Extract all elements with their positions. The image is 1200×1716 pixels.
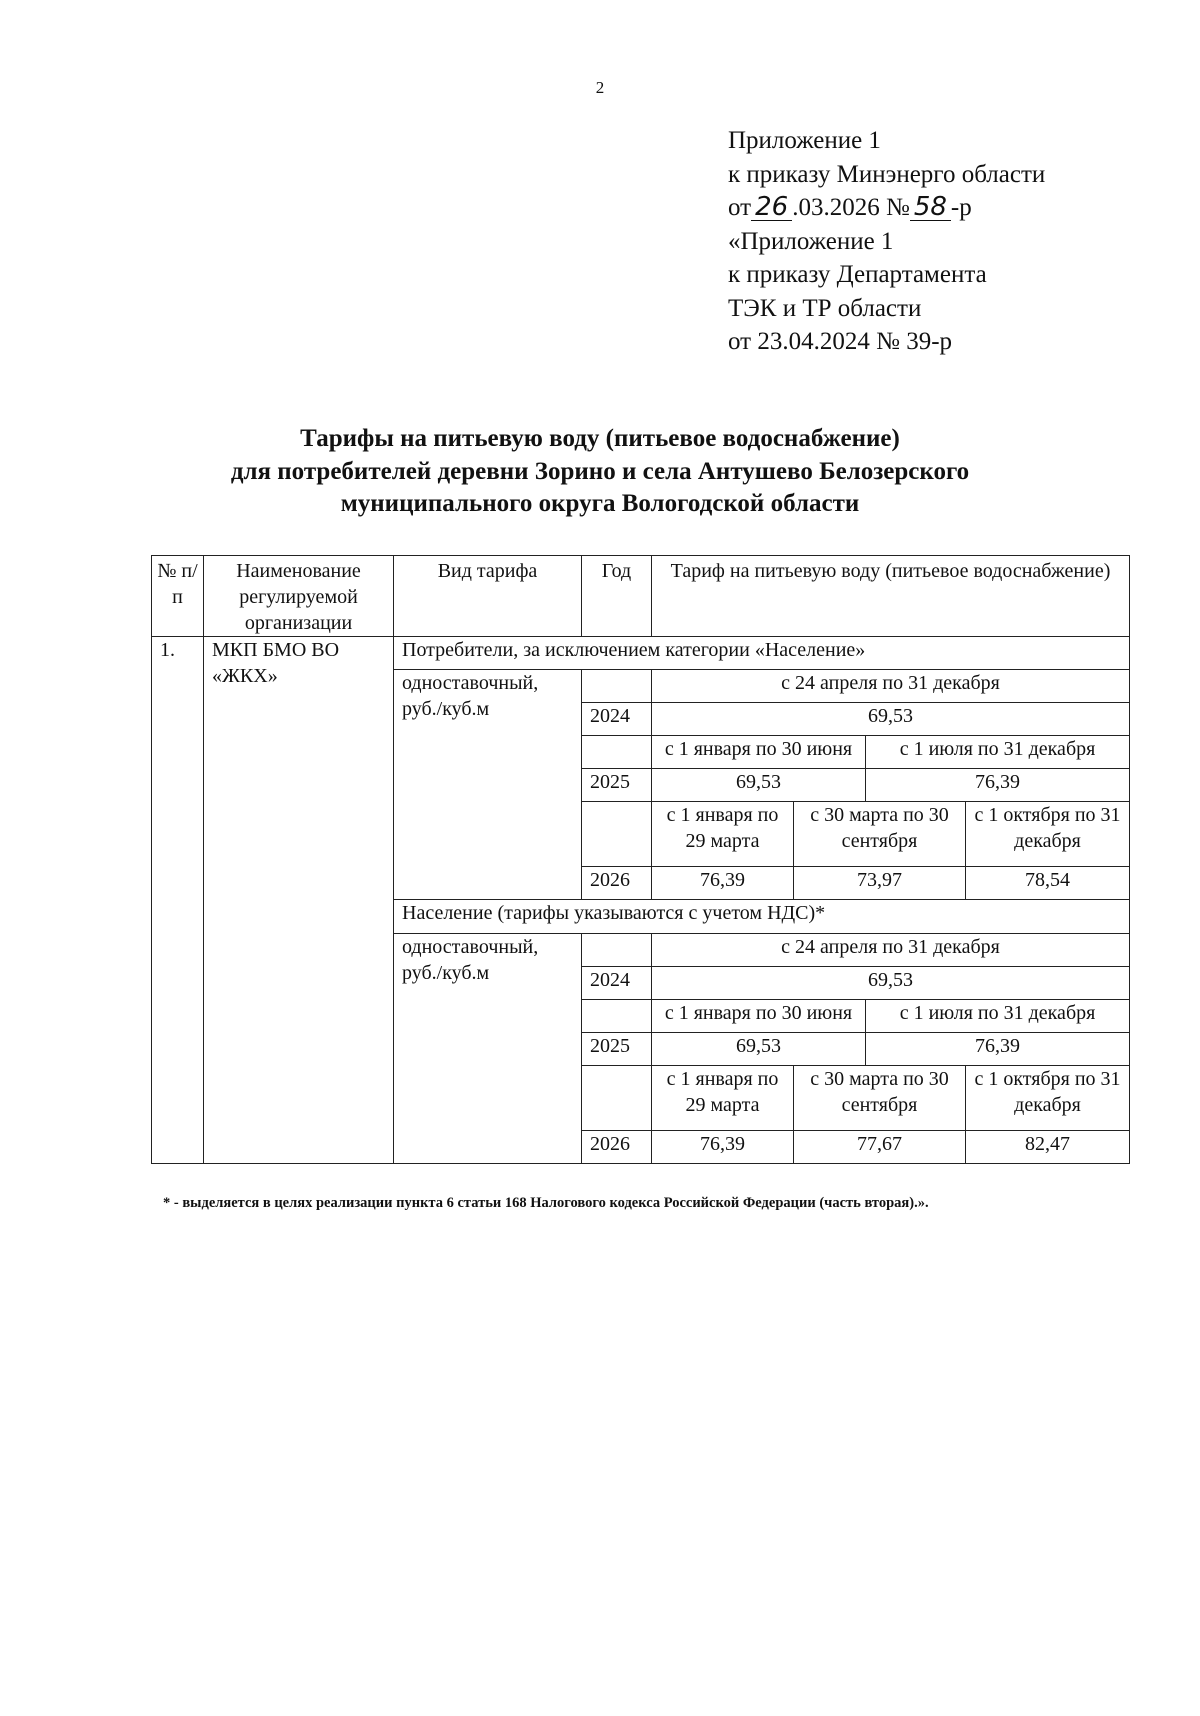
empty-cell [582, 1065, 652, 1130]
org-name: МКП БМО ВО «ЖКХ» [204, 637, 394, 1164]
value-cell: 73,97 [794, 867, 966, 900]
value-cell: 69,53 [652, 966, 1130, 999]
row-number: 1. [152, 637, 204, 1164]
header-org: Наименование регулируемой организации [204, 556, 394, 637]
value-cell: 82,47 [966, 1130, 1130, 1163]
appendix-text: от [728, 194, 752, 221]
page-number: 2 [595, 78, 605, 97]
period-cell: с 24 апреля по 31 декабря [652, 933, 1130, 966]
table-header-row [152, 556, 1130, 637]
empty-cell [582, 802, 652, 867]
year-cell: 2026 [582, 1130, 652, 1163]
value-cell: 76,39 [866, 769, 1130, 802]
appendix-line: Приложение 1 [728, 127, 881, 154]
period-cell: с 1 октября по 31 декабря [966, 802, 1130, 867]
empty-cell [582, 933, 652, 966]
appendix-line: «Приложение 1 [728, 227, 894, 255]
title-line: муниципального округа Вологодской области [340, 490, 860, 517]
value-cell: 69,53 [652, 769, 866, 802]
value-cell: 77,67 [794, 1130, 966, 1163]
value-cell: 76,39 [652, 867, 794, 900]
appendix-text: .03.2026 № [792, 194, 910, 221]
handwritten-day: 26 [751, 194, 792, 221]
empty-cell [582, 670, 652, 703]
appendix-line: ТЭК и ТР области [728, 294, 922, 322]
period-cell: с 1 января по 30 июня [652, 999, 866, 1032]
category-label: Потребители, за исключением категории «Население» [394, 637, 1130, 670]
title-line: Тарифы на питьевую воду (питьевое водоснабжение) [300, 425, 900, 452]
handwritten-number: 58 [910, 194, 951, 221]
tariff-type: одноставочный, руб./куб.м [394, 670, 582, 900]
appendix-date-line [728, 191, 1045, 225]
appendix-line: от 23.04.2024 № 39-р [728, 328, 953, 355]
year-cell: 2024 [582, 966, 652, 999]
year-cell: 2024 [582, 703, 652, 736]
year-cell: 2026 [582, 867, 652, 900]
tariff-type: одноставочный, руб./куб.м [394, 933, 582, 1164]
period-cell: с 1 июля по 31 декабря [866, 736, 1130, 769]
category-label: Население (тарифы указываются с учетом НДС)* [394, 900, 1130, 933]
period-cell: с 1 января по 30 июня [652, 736, 866, 769]
period-cell: с 30 марта по 30 сентября [794, 1065, 966, 1130]
header-num: № п/п [152, 556, 204, 637]
header-type: Вид тарифа [394, 556, 582, 637]
value-cell: 78,54 [966, 867, 1130, 900]
year-cell: 2025 [582, 769, 652, 802]
appendix-block [728, 124, 1045, 359]
empty-cell [582, 999, 652, 1032]
table-row [152, 637, 1130, 670]
period-cell: с 1 января по 29 марта [652, 1065, 794, 1130]
period-cell: с 30 марта по 30 сентября [794, 802, 966, 867]
period-cell: с 24 апреля по 31 декабря [652, 670, 1130, 703]
period-cell: с 1 января по 29 марта [652, 802, 794, 867]
title-line: для потребителей деревни Зорино и села Антушево Белозерского [230, 457, 970, 485]
period-cell: с 1 октября по 31 декабря [966, 1065, 1130, 1130]
appendix-line: к приказу Минэнерго области [728, 160, 1046, 188]
appendix-text: -р [950, 194, 972, 221]
value-cell: 76,39 [652, 1130, 794, 1163]
header-tariff: Тариф на питьевую воду (питьевое водоснабжение) [652, 556, 1130, 637]
value-cell: 69,53 [652, 1032, 866, 1065]
value-cell: 76,39 [866, 1032, 1130, 1065]
year-cell: 2025 [582, 1032, 652, 1065]
value-cell: 69,53 [652, 703, 1130, 736]
tariff-table [151, 555, 1130, 1164]
footnote: * - выделяется в целях реализации пункта 6 статьи 168 Налогового кодекса Российской Федерации (часть вторая).». [163, 1195, 929, 1211]
period-cell: с 1 июля по 31 декабря [866, 999, 1130, 1032]
appendix-line: к приказу Департамента [728, 261, 987, 288]
header-year: Год [582, 556, 652, 637]
empty-cell [582, 736, 652, 769]
document-title [0, 423, 1200, 521]
